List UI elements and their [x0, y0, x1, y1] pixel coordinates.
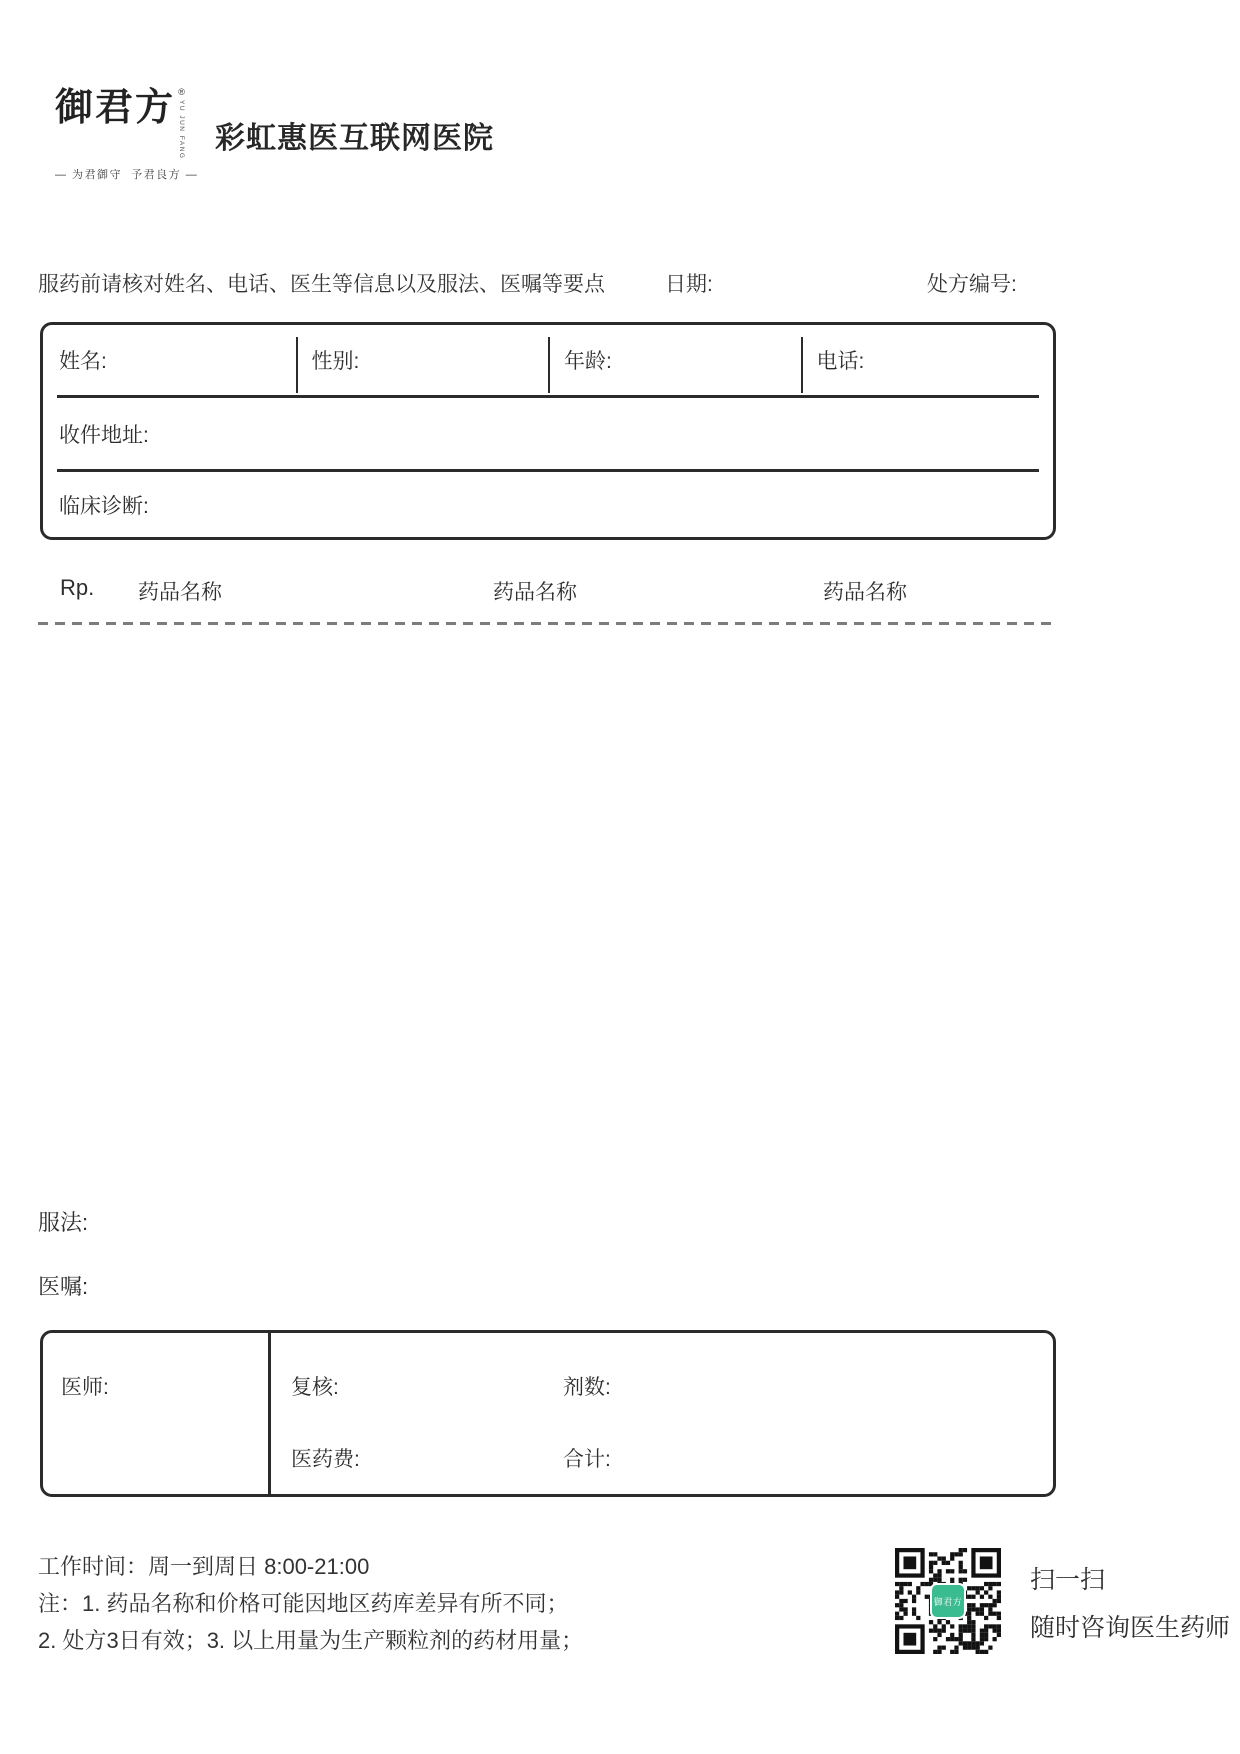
work-hours-text: 工作时间：周一到周日 8:00-21:00	[38, 1554, 370, 1579]
brand-logo-text: 御君方	[55, 87, 176, 129]
scan-label: 扫一扫	[1030, 1566, 1106, 1594]
qr-center-logo	[930, 1583, 966, 1619]
drug-name-column-header: 药品名称	[823, 581, 907, 604]
registered-trademark-icon: ®	[178, 87, 185, 97]
signature-fee-box	[40, 1330, 1056, 1497]
patient-phone-field	[801, 325, 1054, 395]
usage-label: 服法:	[38, 1210, 89, 1235]
doctor-advice-label: 医嘱:	[38, 1274, 89, 1299]
total-label: 合计:	[563, 1448, 611, 1471]
clinical-diagnosis-field	[43, 472, 1053, 537]
dose-count-label: 剂数:	[563, 1376, 611, 1399]
footer-note-line2: 2. 处方3日有效；3. 以上用量为生产颗粒剂的药材用量；	[38, 1628, 584, 1653]
clinical-diagnosis-label: 临床诊断:	[59, 494, 149, 518]
drug-name-column-header: 药品名称	[493, 581, 577, 604]
patient-age-field	[548, 325, 801, 395]
prescription-header-row	[38, 575, 1058, 603]
patient-name-field	[43, 325, 296, 395]
footer-note-line1: 注：1. 药品名称和价格可能因地区药库差异有所不同；	[38, 1591, 569, 1616]
hospital-name: 彩虹惠医互联网医院	[215, 122, 494, 155]
review-label: 复核:	[291, 1376, 339, 1399]
qr-center-logo-text: 御君方	[933, 1596, 963, 1607]
patient-name-label: 姓名:	[59, 350, 107, 373]
patient-address-field	[43, 398, 1053, 469]
patient-phone-label: 电话:	[816, 350, 865, 373]
patient-age-label: 年龄:	[564, 350, 612, 373]
divider-line	[268, 1333, 271, 1494]
check-reminder-text: 服药前请核对姓名、电话、医生等信息以及服法、医嘱等要点	[38, 273, 605, 296]
patient-info-box	[40, 322, 1056, 540]
date-label: 日期:	[665, 273, 713, 296]
brand-pinyin-text: YU JUN FANG	[178, 100, 186, 160]
drug-name-column-header: 药品名称	[138, 581, 222, 604]
patient-address-label: 收件地址:	[59, 423, 149, 447]
physician-label: 医师:	[61, 1376, 109, 1399]
dashed-separator-line	[38, 622, 1058, 625]
scan-description: 随时咨询医生药师	[1030, 1614, 1231, 1642]
patient-gender-field	[296, 325, 549, 395]
rx-number-label: 处方编号:	[927, 273, 1017, 296]
patient-gender-label: 性别:	[311, 350, 360, 373]
patient-row-basic	[43, 325, 1053, 395]
notice-row	[38, 268, 1058, 294]
brand-logo	[55, 88, 198, 182]
medicine-fee-label: 医药费:	[291, 1448, 360, 1471]
rp-label: Rp.	[60, 575, 95, 600]
qr-code	[895, 1548, 1001, 1654]
brand-tagline: — 为君御守 予君良方 —	[55, 169, 199, 182]
